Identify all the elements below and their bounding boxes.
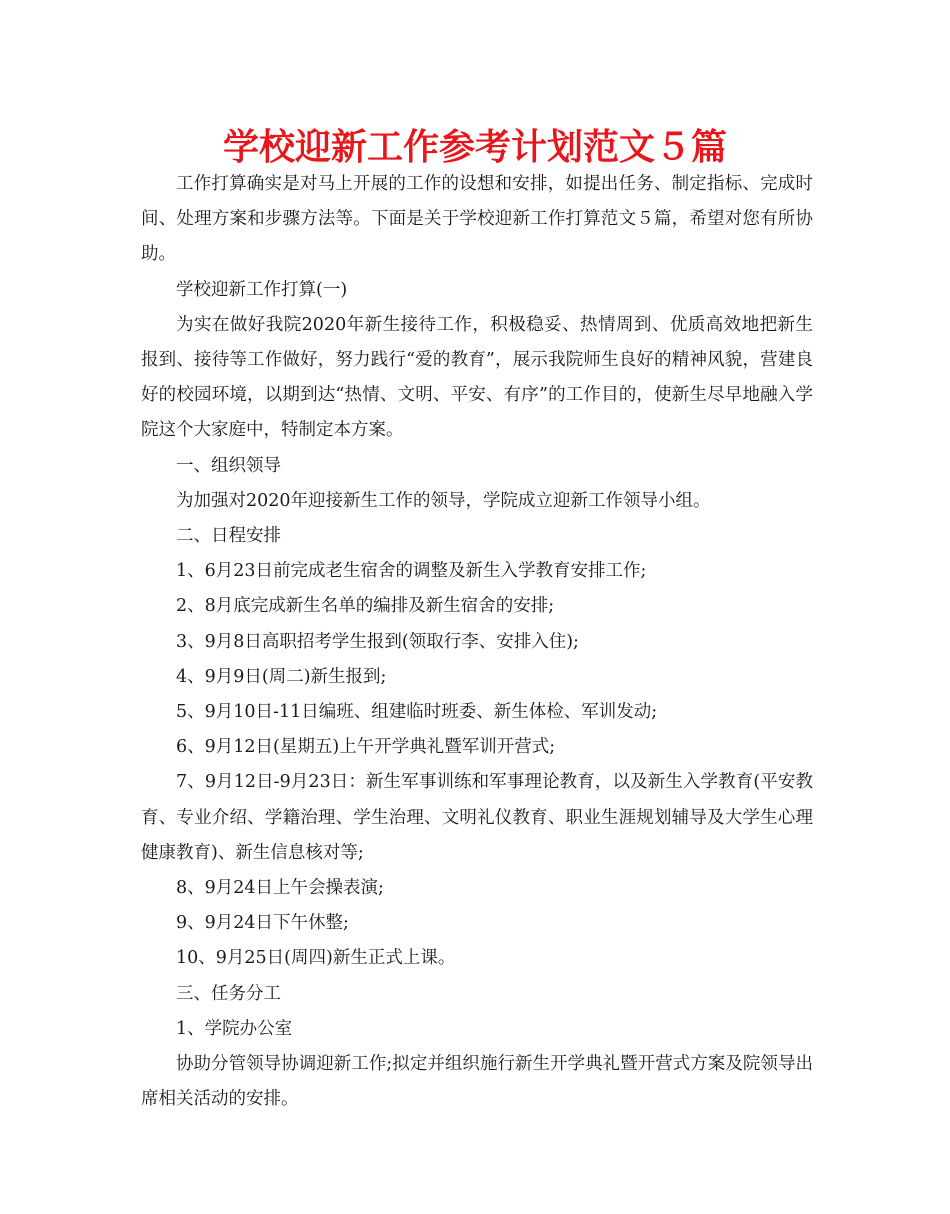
schedule-item: 5、9月10日-11日编班、组建临时班委、新生体检、军训发动; (176, 702, 658, 723)
schedule-item: 10、9月25日(周四)新生正式上课。 (176, 948, 456, 969)
organization-paragraph: 为加强对2020年迎接新生工作的领导，学院成立迎新工作领导小组。 (176, 490, 711, 511)
schedule-item: 2、8月底完成新生名单的编排及新生宿舍的安排; (176, 596, 555, 617)
document-title: 学校迎新工作参考计划范文５篇 (222, 127, 727, 168)
schedule-item: 9、9月24日下午休整; (176, 913, 349, 934)
schedule-item: 8、9月24日上午会操表演; (176, 878, 384, 899)
heading-task-division: 三、任务分工 (176, 983, 281, 1004)
section-heading-plan-one: 学校迎新工作打算(一) (176, 279, 348, 300)
schedule-item: 6、9月12日(星期五)上午开学典礼暨军训开营式; (176, 737, 556, 758)
subheading-office: 1、学院办公室 (176, 1018, 293, 1039)
schedule-item: 3、9月8日高职招考学生报到(领取行李、安排入住); (176, 631, 579, 652)
office-duties-paragraph: 协助分管领导协调迎新工作;拟定并组织施行新生开学典礼暨开营式方案及院领导出席相关活动的安排。 (141, 1054, 813, 1110)
plan-purpose-paragraph: 为实在做好我院2020年新生接待工作，积极稳妥、热情周到、优质高效地把新生报到、接待等工作做好，努力践行“爱的教育”，展示我院师生良好的精神风貌，营建良好的校园环境，以期到达“热情、文明、平安、有序”的工作目的，使新生尽早地融入学院这个大家庭中，特制定本方案。 (141, 314, 813, 441)
intro-paragraph: 工作打算确实是对马上开展的工作的设想和安排，如提出任务、制定指标、完成时间、处理方案和步骤方法等。下面是关于学校迎新工作打算范文５篇，希望对您有所协助。 (141, 174, 813, 265)
heading-organization: 一、组织领导 (176, 455, 281, 476)
document-body (141, 167, 813, 1117)
schedule-item: 1、6月23日前完成老生宿舍的调整及新生入学教育安排工作; (176, 561, 647, 582)
heading-schedule: 二、日程安排 (176, 526, 281, 547)
schedule-item: 4、9月9日(周二)新生报到; (176, 666, 387, 687)
schedule-item: 7、9月12日-9月23日：新生军事训练和军事理论教育，以及新生入学教育(平安教育、专业介绍、学籍治理、学生治理、文明礼仪教育、职业生涯规划辅导及大学生心理健康教育)、新生信息核对等; (141, 772, 813, 863)
